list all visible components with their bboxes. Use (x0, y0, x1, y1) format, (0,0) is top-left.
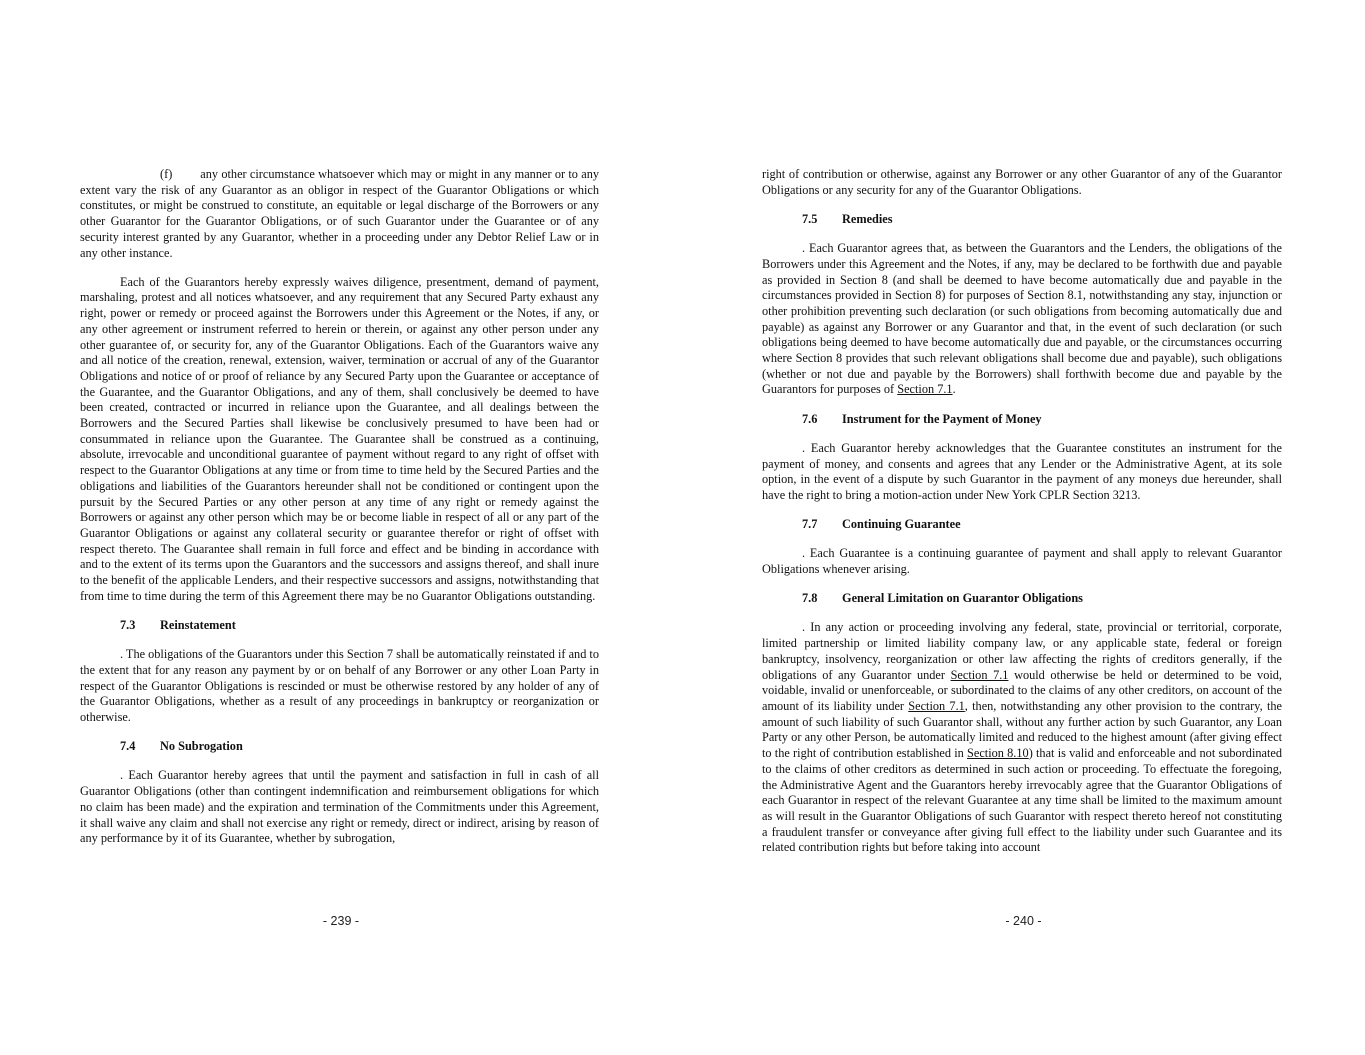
section-7-5-text-end: . (952, 382, 956, 397)
section-7-8-text-4: ) that is valid and enforceable and not subordinated to the claims of other creditors as determined in such action or proceeding. To effectuate the foregoing, the Administrative Agent and the Guarantors hereby irrevocably agree that the Guarantor Obligations of each Guarantor in respect of the relevant Guarantee at any time shall be limited to the maximum amount as will result in the Guarantor Obligations of such Guarantor with respect thereto hereof not constituting a fraudulent transfer or conveyance after giving full effect to the liability under such Guarantee and its related contribution rights but before taking into account (762, 746, 1282, 855)
page-239 (0, 0, 682, 1055)
section-7-6-body: . Each Guarantor hereby acknowledges that the Guarantee constitutes an instrument for the payment of money, and consents and agrees that any Lender or the Administrative Agent, at its sole option, in the event of a dispute by such Guarantor in the payment of any moneys due hereunder, shall have the right to bring a motion-action under New York CPLR Section 3213. (762, 440, 1282, 502)
section-7-8-body (762, 620, 1282, 856)
section-7-1-link[interactable]: Section 7.1 (908, 698, 965, 713)
section-7-4-title: No Subrogation (160, 739, 243, 754)
section-7-6-heading (802, 412, 1282, 428)
section-7-7-number: 7.7 (802, 517, 818, 532)
section-7-6-title: Instrument for the Payment of Money (842, 411, 1042, 426)
right-text-column (762, 167, 1282, 870)
section-7-5-text: . Each Guarantor agrees that, as between the Guarantors and the Lenders, the obligations of the Borrowers under this Agreement and the Notes, if any, may be declared to be forthwith due and payable as provided in Section 8 (and shall be deemed to have become automatically due and payable in the circumstances provided in Section 8) for purposes of Section 8.1, notwithstanding any stay, injunction or other prohibition preventing such declaration (or such obligations from becoming automatically due and payable) as against any Borrower or any Guarantor and that, in the event of such declaration (or such obligations being deemed to have become automatically due and payable, or the circumstances occurring where Section 8 provides that such relevant obligations shall become due and payable), such obligations (whether or not due and payable by the Borrowers) shall forthwith become due and payable by the Guarantors for purposes of (762, 241, 1282, 397)
waiver-paragraph: Each of the Guarantors hereby expressly waives diligence, presentment, demand of payment, marshaling, protest and all notices whatsoever, and any requirement that any Secured Party exhaust any right, power or remedy or proceed against the Borrowers under this Agreement or the Notes, if any, or any other agreement or instrument referred to herein or therein, or against any other person under any other guarantee of, or security for, any of the Guarantor Obligations. Each of the Guarantors waive any and all notice of the creation, renewal, extension, waiver, termination or accrual of any of the Guarantor Obligations and notice of or proof of reliance by any Secured Party upon the Guarantee or acceptance of the Guarantee, and the Guarantor Obligations, and any of them, shall conclusively be deemed to have been created, contracted or incurred in reliance upon the Guarantee, and all dealings between the Borrowers and the Secured Parties shall likewise be conclusively presumed to have been had or consummated in reliance upon the Guarantee. The Guarantee shall be construed as a continuing, absolute, irrevocable and unconditional guarantee of payment without regard to any right of offset with respect to the Guarantor Obligations at any time or from time to time held by the Secured Parties and the obligations and liabilities of the Guarantors hereunder shall not be conditioned or contingent upon the pursuit by the Secured Parties or any other person at any time of any right or remedy against the Borrowers or against any other person which may be or become liable in respect of all or any part of the Guarantor Obligations or against any collateral security or guarantee therefor or right of offset with respect thereto. The Guarantee shall remain in full force and effect and be binding in accordance with and to the extent of its terms upon the Guarantors and the successors and assigns thereof, and shall inure to the benefit of the applicable Lenders, and their respective successors and assigns, notwithstanding that from time to time during the term of this Agreement there may be no Guarantor Obligations outstanding. (80, 274, 599, 603)
continuation-paragraph: right of contribution or otherwise, against any Borrower or any other Guarantor of any of the Guarantor Obligations or any security for any of the Guarantor Obligations. (762, 167, 1282, 197)
section-7-3-number: 7.3 (120, 617, 136, 632)
clause-f-text: any other circumstance whatsoever which may or might in any manner or to any extent vary the risk of any Guarantor as an obligor in respect of the Guarantor Obligations or which constitutes, or might be construed to constitute, an equitable or legal discharge of the Borrowers or any other Guarantor for the Guarantor Obligations, or of such Guarantor under the Guarantee or of any security interest granted by any Guarantor, whether in a proceeding under any Debtor Relief Law or in any other instance. (80, 167, 599, 260)
page-number-left: - 239 - (322, 914, 360, 928)
section-7-7-heading (802, 517, 1282, 533)
left-text-column (80, 167, 599, 860)
section-7-4-heading (120, 739, 599, 755)
section-7-8-text-1: . In any action or proceeding involving any federal, state, provincial or territorial, corporate, limited partnership or limited liability company law, or any applicable state, federal or foreign bankruptcy, insolvency, reorganization or other law affecting the rights of creditors generally, if the obligations of any Guarantor under (762, 620, 1282, 682)
section-7-7-title: Continuing Guarantee (842, 517, 961, 532)
section-8-10-link[interactable]: Section 8.10 (967, 746, 1029, 761)
page-number-right: - 240 - (1005, 914, 1042, 928)
section-7-8-text-2: would otherwise be held or determined to be void, voidable, invalid or unenforceable, or subordinated to the claims of any other creditors, on account of the amount of its liability under (762, 667, 1282, 713)
section-7-6-number: 7.6 (802, 411, 818, 426)
section-7-5-number: 7.5 (802, 211, 818, 226)
section-7-5-body (762, 241, 1282, 398)
section-7-5-heading (802, 212, 1282, 228)
section-7-4-body: . Each Guarantor hereby agrees that until the payment and satisfaction in full in cash of all Guarantor Obligations (other than contingent indemnification and reimbursement obligations for which no claim has been made) and the expiration and termination of the Commitments under this Agreement, it shall waive any claim and shall not exercise any right or remedy, direct or indirect, arising by reason of any performance by it of its Guarantee, whether by subrogation, (80, 768, 599, 846)
section-7-5-title: Remedies (842, 211, 893, 226)
section-7-7-body: . Each Guarantee is a continuing guarantee of payment and shall apply to relevant Guarantor Obligations whenever arising. (762, 546, 1282, 577)
section-7-1-link[interactable]: Section 7.1 (897, 382, 953, 397)
section-7-3-body: . The obligations of the Guarantors under this Section 7 shall be automatically reinstated if and to the extent that for any reason any payment by or on behalf of any Borrower or any other Loan Party in respect of the Guarantor Obligations is rescinded or must be otherwise restored by any holder of any of the Guarantor Obligations, whether as a result of any proceedings in bankruptcy or reorganization or otherwise. (80, 647, 599, 724)
section-7-8-number: 7.8 (802, 591, 818, 606)
clause-f (80, 167, 599, 261)
section-7-8-heading (802, 591, 1282, 607)
section-7-3-title: Reinstatement (160, 617, 236, 632)
section-7-8-text-3: , then, notwithstanding any other provision to the contrary, the amount of such liability of such Guarantor shall, without any further action by such Guarantor, any Loan Party or any other Person, be automatically limited and reduced to the highest amount (after giving effect to the right of contribution established in (762, 698, 1282, 761)
section-7-8-title: General Limitation on Guarantor Obligations (842, 591, 1083, 606)
section-7-3-heading (120, 618, 599, 634)
page-240 (682, 0, 1365, 1055)
section-7-1-link[interactable]: Section 7.1 (950, 667, 1009, 682)
section-7-4-number: 7.4 (120, 739, 136, 754)
clause-f-label: (f) (160, 167, 173, 181)
